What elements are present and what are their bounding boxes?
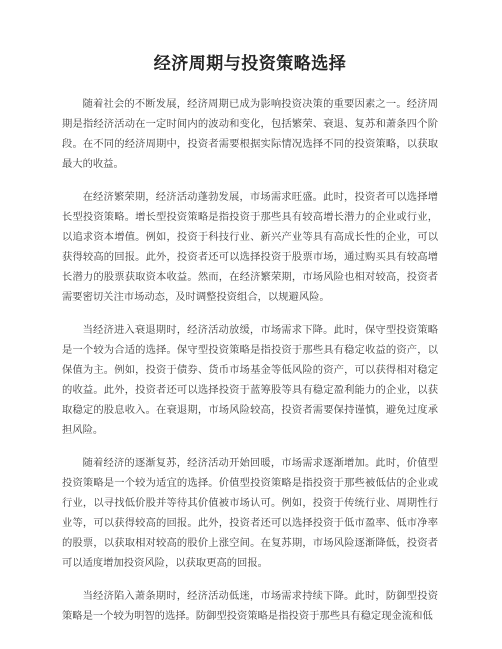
paragraph-intro: 随着社会的不断发展，经济周期已成为影响投资决策的重要因素之一。经济周期是指经济活动在一定时间内的波动和变化，包括繁荣、衰退、复苏和萧条四个阶段。在不同的经济周期中，投资者需要根据实际情况选择不同的投资策略，以获取最大的收益。 [62, 98, 438, 170]
document-title: 经济周期与投资策略选择 [153, 54, 347, 74]
paragraph-boom: 在经济繁荣期，经济活动蓬勃发展，市场需求旺盛。此时，投资者可以选择增长型投资策略。增长型投资策略是指投资于那些具有较高增长潜力的企业或行业，以追求资本增值。例如，投资于科技行业、新兴产业等具有高成长性的企业，可以获得较高的回报。此外，投资者还可以选择投资于股票市场，通过购买具有较高增长潜力的股票获取资本收益。然而，在经济繁荣期，市场风险也相对较高，投资者需要密切关注市场动态，及时调整投资组合，以规避风险。 [62, 191, 438, 303]
paragraph-recession: 当经济进入衰退期时，经济活动放缓，市场需求下降。此时，保守型投资策略是一个较为合适的选择。保守型投资策略是指投资于那些具有稳定收益的资产，以保值为主。例如，投资于债券、货币市场基金等低风险的资产，可以获得相对稳定的收益。此外，投资者还可以选择投资于蓝筹股等具有稳定盈利能力的企业，以获取稳定的股息收入。在衰退期，市场风险较高，投资者需要保持谨慎，避免过度承担风险。 [62, 324, 438, 436]
paragraph-recovery: 随着经济的逐渐复苏，经济活动开始回暖，市场需求逐渐增加。此时，价值型投资策略是一个较为适宜的选择。价值型投资策略是指投资于那些被低估的企业或行业，以寻找低价股并等待其价值被市场认可。例如，投资于传统行业、周期性行业等，可以获得较高的回报。此外，投资者还可以选择投资于低市盈率、低市净率的股票，以获取相对较高的股价上涨空间。在复苏期，市场风险逐渐降低，投资者可以适度增加投资风险，以获取更高的回报。 [62, 457, 438, 569]
paragraph-depression: 当经济陷入萧条期时，经济活动低迷，市场需求持续下降。此时，防御型投资策略是一个较为明智的选择。防御型投资策略是指投资于那些具有稳定现金流和低 [62, 590, 438, 622]
